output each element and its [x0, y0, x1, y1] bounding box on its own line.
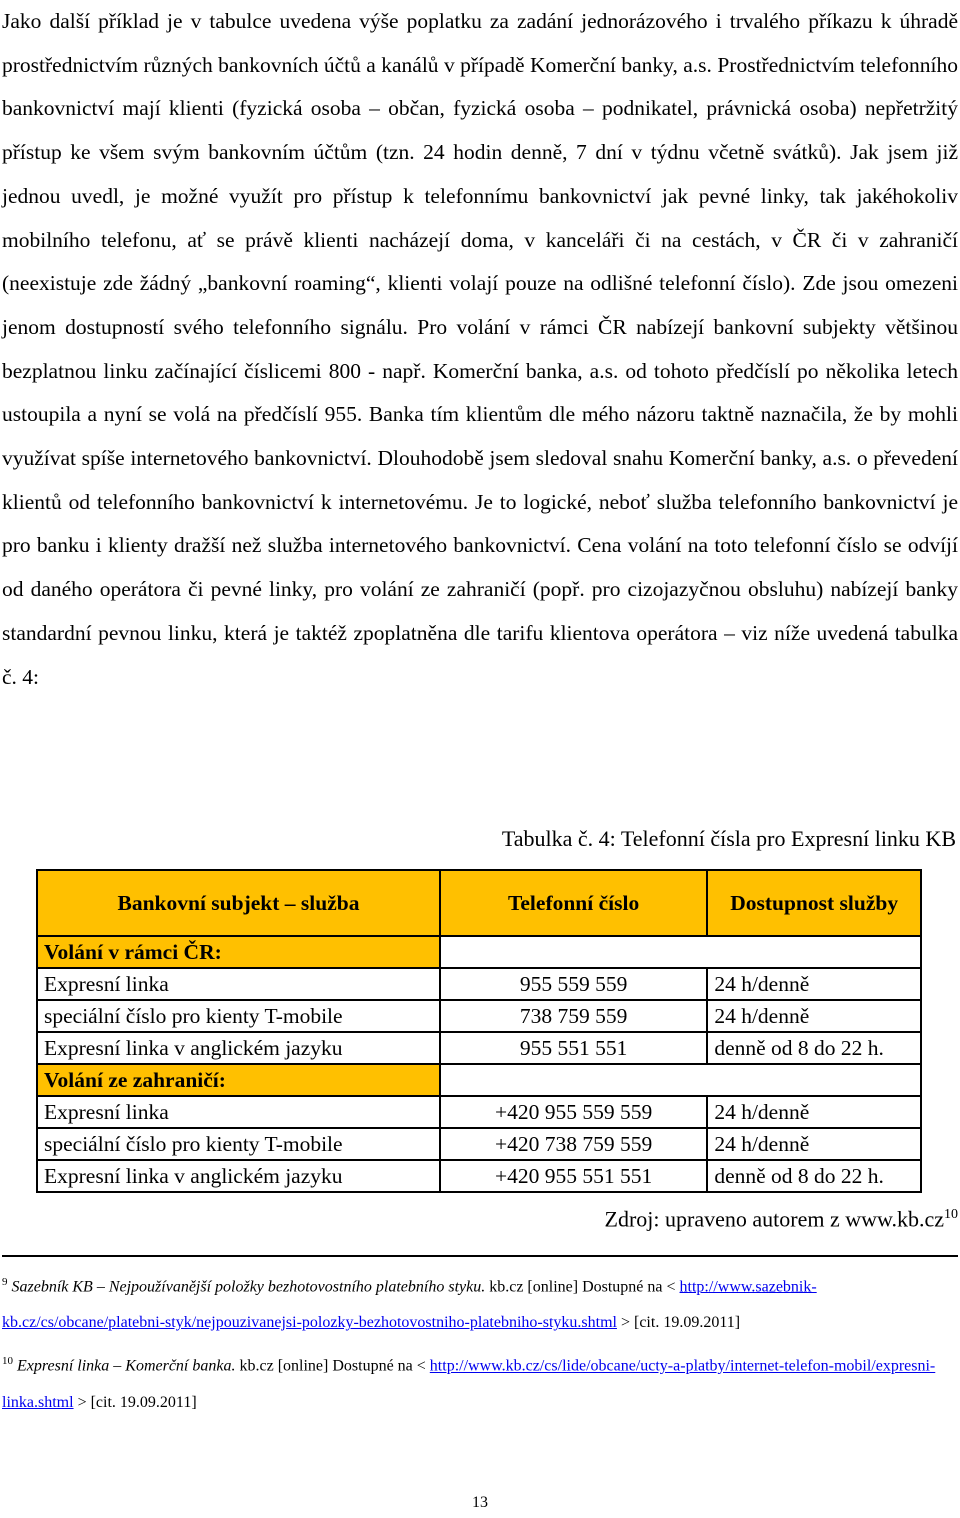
section-empty-cell — [440, 936, 921, 968]
service-cell: Expresní linka — [37, 1096, 440, 1128]
table-header-row — [37, 870, 921, 936]
footnote-text: kb.cz [online] Dostupné na < — [485, 1278, 680, 1296]
footnote-divider — [2, 1255, 958, 1257]
service-cell: speciální číslo pro kienty T-mobile — [37, 1000, 440, 1032]
number-cell: 955 551 551 — [440, 1032, 707, 1064]
body-paragraph: Jako další příklad je v tabulce uvedena výše poplatku za zadání jednorázového i trvalého příkazu k úhradě prostřednictvím různých bankovních účtů a kanálů v případě Komerční banky, a.s. Prostřednictvím telefonního bankovnictví mají klienti (fyzická osoba – občan, fyzická osoba – podnikatel, právnická osoba) nepřetržitý přístup ke všem svým bankovním účtům (tzn. 24 hodin denně, 7 dní v týdnu včetně svátků). Jak jsem již jednou uvedl, je možné využít pro přístup k telefonnímu bankovnictví jak pevné linky, tak jakéhokoliv mobilního telefonu, ať se právě klienti nacházejí doma, v kanceláři či na cestách, v ČR či v zahraničí (neexistuje zde žádný „bankovní roaming“, klienti volají pouze na odlišné telefonní číslo). Zde jsou omezeni jenom dostupností svého telefonního signálu. Pro volání v rámci ČR nabízejí bankovní subjekty většinou bezplatnou linku začínající číslicemi 800 - např. Komerční banka, a.s. od tohoto předčíslí po několika letech ustoupila a nyní se volá na předčíslí 955. Banka tím klientům dle mého názoru taktně naznačila, že by mohli využívat spíše internetového bankovnictví. Dlouhodobě jsem sledoval snahu Komerční banky, a.s. o převedení klientů od telefonního bankovnictví k internetovému. Je to logické, neboť služba telefonního bankovnictví je pro banku i klienty dražší než služba internetového bankovnictví. Cena volání na toto telefonní číslo se odvíjí od daného operátora či pevné linky, pro volání ze zahraničí (popř. pro cizojazyčnou obsluhu) nabízejí banky standardní pevnou linku, která je taktéž zpoplatněna dle tarifu klientova operátora – viz níže uvedená tabulka č. 4: — [2, 9, 958, 689]
table-row — [37, 1032, 921, 1064]
availability-cell: 24 h/denně — [707, 1000, 921, 1032]
number-cell: +420 955 551 551 — [440, 1160, 707, 1192]
source-footnote-ref[interactable]: 10 — [944, 1207, 958, 1222]
footnote-10 — [2, 1343, 958, 1420]
header-service: Bankovní subjekt – služba — [37, 870, 440, 936]
availability-cell: denně od 8 do 22 h. — [707, 1032, 921, 1064]
service-cell: Expresní linka — [37, 968, 440, 1000]
service-cell: speciální číslo pro kienty T-mobile — [37, 1128, 440, 1160]
footnote-citation: > [cit. 19.09.2011] — [616, 1314, 741, 1332]
header-availability: Dostupnost služby — [707, 870, 921, 936]
section-empty-cell — [440, 1064, 921, 1096]
phone-numbers-table — [36, 869, 922, 1193]
service-cell: Expresní linka v anglickém jazyku — [37, 1032, 440, 1064]
footnote-number: 9 — [2, 1276, 8, 1288]
footnote-link[interactable]: http://www.sazebnik-kb.cz/cs/obcane/platebni-styk/nejpouzivanejsi-polozky-bezhotovostniho-platebniho-styku.shtml — [2, 1278, 817, 1332]
table-caption: Tabulka č. 4: Telefonní čísla pro Expresní linku KB — [501, 826, 956, 851]
footnote-number: 10 — [2, 1355, 13, 1368]
footnote-9 — [2, 1264, 958, 1341]
footnote-text: kb.cz [online] Dostupné na < — [235, 1357, 430, 1375]
number-cell: +420 955 559 559 — [440, 1096, 707, 1128]
availability-cell: 24 h/denně — [707, 1096, 921, 1128]
footnote-title: Sazebník KB – Nejpoužívanější položky bezhotovostního platebního styku. — [11, 1278, 486, 1296]
section-title: Volání v rámci ČR: — [37, 936, 440, 968]
table-source — [605, 1199, 958, 1235]
availability-cell: 24 h/denně — [707, 1128, 921, 1160]
table-row — [37, 1096, 921, 1128]
table-row — [37, 1128, 921, 1160]
number-cell: 955 559 559 — [440, 968, 707, 1000]
header-number: Telefonní číslo — [440, 870, 707, 936]
page-number: 13 — [472, 1494, 488, 1511]
section-row-abroad — [37, 1064, 921, 1096]
footnote-link[interactable]: http://www.kb.cz/cs/lide/obcane/ucty-a-platby/internet-telefon-mobil/expresni-linka.shtml — [2, 1357, 936, 1411]
availability-cell: 24 h/denně — [707, 968, 921, 1000]
footnote-citation: > [cit. 19.09.2011] — [73, 1393, 197, 1411]
number-cell: 738 759 559 — [440, 1000, 707, 1032]
table-row — [37, 1000, 921, 1032]
section-row-domestic — [37, 936, 921, 968]
availability-cell: denně od 8 do 22 h. — [707, 1160, 921, 1192]
source-text: Zdroj: upraveno autorem z www.kb.cz — [604, 1206, 944, 1232]
footnote-title: Expresní linka – Komerční banka. — [17, 1357, 236, 1375]
number-cell: +420 738 759 559 — [440, 1128, 707, 1160]
table-row — [37, 968, 921, 1000]
service-cell: Expresní linka v anglickém jazyku — [37, 1160, 440, 1192]
footnotes — [2, 1264, 958, 1421]
table-row — [37, 1160, 921, 1192]
section-title: Volání ze zahraničí: — [37, 1064, 440, 1096]
